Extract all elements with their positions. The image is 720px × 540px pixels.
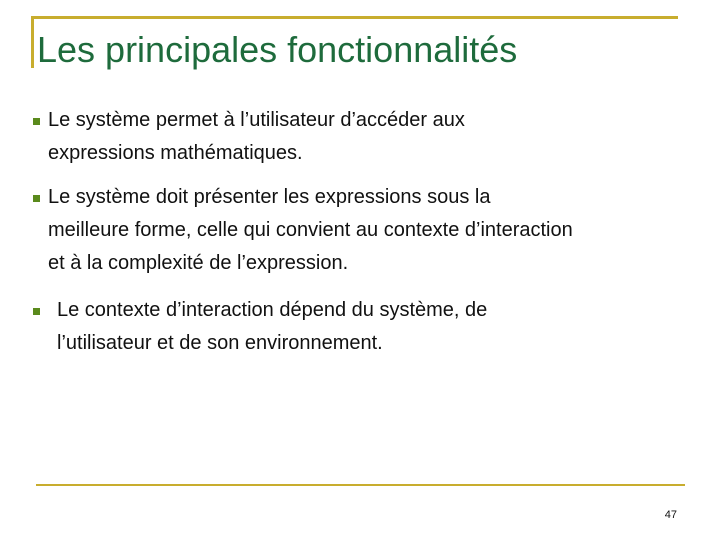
title-frame-left-rule	[31, 16, 34, 68]
bullet-item	[33, 104, 693, 170]
bullet-text: Le système doit présenter les expressions sous la meilleure forme, celle qui convient au contexte d’interaction et à la complexité de l’expression.	[48, 186, 573, 274]
bullet-text: Le système permet à l’utilisateur d’accéder aux expressions mathématiques.	[48, 109, 465, 164]
page-number: 47	[664, 509, 677, 521]
square-bullet-icon	[33, 118, 40, 125]
footer-rule	[36, 484, 685, 486]
square-bullet-icon	[33, 308, 40, 315]
slide-title: Les principales fonctionnalités	[37, 29, 518, 70]
bullet-item	[33, 294, 693, 360]
title-frame-top-rule	[31, 16, 678, 19]
bullet-text: Le contexte d’interaction dépend du système, de l’utilisateur et de son environnement.	[57, 299, 488, 354]
bullet-list	[33, 104, 693, 360]
bullet-item	[33, 181, 693, 280]
square-bullet-icon	[33, 195, 40, 202]
